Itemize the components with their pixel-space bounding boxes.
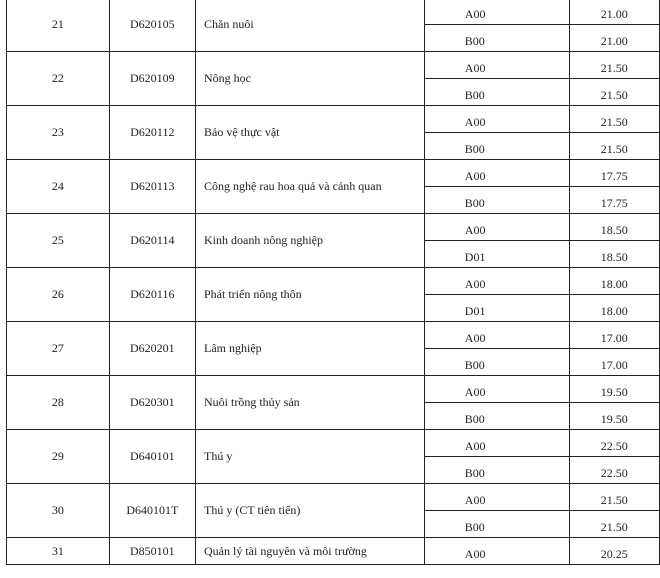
- major-name-cell-text: Nuôi trồng thủy sản: [204, 395, 300, 409]
- subject-group-cell: [424, 133, 569, 160]
- cutoff-score-cell: [569, 376, 659, 403]
- cutoff-score-cell-text: 21.50: [600, 519, 628, 534]
- cutoff-score-cell: [569, 349, 659, 376]
- table-row: [7, 322, 660, 349]
- cutoff-score-cell: [569, 511, 659, 538]
- major-code-cell: [109, 106, 195, 160]
- subject-group-cell-text: A00: [464, 546, 486, 561]
- major-code-cell: [109, 214, 195, 268]
- table-row: [7, 0, 660, 25]
- major-code-cell-text: D620114: [130, 233, 175, 247]
- subject-group-cell: [424, 52, 569, 79]
- subject-group-cell-text: A00: [464, 492, 486, 507]
- row-number-cell-text: 29: [51, 449, 64, 463]
- cutoff-score-cell-text: 19.50: [600, 411, 628, 426]
- major-code-cell: [109, 52, 195, 106]
- major-code-cell-text: D620116: [130, 287, 175, 301]
- table-row: [7, 538, 660, 565]
- subject-group-cell: [424, 376, 569, 403]
- row-number-cell-text: 22: [51, 71, 64, 85]
- major-code-cell-text: D640101: [130, 449, 175, 463]
- major-name-cell-text: Kinh doanh nông nghiệp: [204, 233, 323, 247]
- cutoff-score-cell: [569, 187, 659, 214]
- subject-group-cell-text: A00: [464, 222, 486, 237]
- major-name-cell: [196, 322, 425, 376]
- row-number-cell: [7, 52, 110, 106]
- subject-group-cell: [424, 403, 569, 430]
- subject-group-cell: [424, 214, 569, 241]
- cutoff-score-cell: [569, 106, 659, 133]
- row-number-cell: [7, 214, 110, 268]
- cutoff-score-cell: [569, 160, 659, 187]
- row-number-cell: [7, 430, 110, 484]
- subject-group-cell: [424, 79, 569, 106]
- major-name-cell-text: Thú y (CT tiên tiến): [204, 503, 301, 517]
- subject-group-cell: [424, 295, 569, 322]
- major-name-cell: [196, 538, 425, 565]
- subject-group-cell-text: A00: [464, 168, 486, 183]
- cutoff-score-cell-text: 17.00: [600, 357, 628, 372]
- cutoff-score-cell-text: 17.00: [600, 330, 628, 345]
- cutoff-score-cell-text: 22.50: [600, 438, 628, 453]
- cutoff-score-cell: [569, 295, 659, 322]
- major-code-cell: [109, 430, 195, 484]
- subject-group-cell-text: A00: [464, 330, 486, 345]
- cutoff-score-cell-text: 21.00: [600, 6, 628, 21]
- cutoff-score-cell: [569, 214, 659, 241]
- major-code-cell: [109, 160, 195, 214]
- major-code-cell-text: D640101T: [126, 503, 179, 517]
- subject-group-cell-text: B00: [464, 87, 485, 102]
- table-row: [7, 160, 660, 187]
- subject-group-cell-text: B00: [464, 195, 485, 210]
- cutoff-score-cell: [569, 0, 659, 25]
- cutoff-score-cell-text: 21.00: [600, 33, 628, 48]
- table-row: [7, 484, 660, 511]
- major-name-cell: [196, 160, 425, 214]
- table-row: [7, 430, 660, 457]
- row-number-cell-text: 21: [51, 17, 64, 31]
- subject-group-cell: [424, 106, 569, 133]
- table-row: [7, 52, 660, 79]
- major-name-cell: [196, 430, 425, 484]
- cutoff-score-cell-text: 21.50: [600, 114, 628, 129]
- cutoff-score-cell-text: 21.50: [600, 141, 628, 156]
- row-number-cell-text: 25: [51, 233, 64, 247]
- subject-group-cell: [424, 430, 569, 457]
- subject-group-cell-text: A00: [464, 276, 486, 291]
- cutoff-score-cell: [569, 268, 659, 295]
- major-name-cell: [196, 106, 425, 160]
- cutoff-score-cell-text: 17.75: [600, 195, 628, 210]
- major-name-cell-text: Phát triển nông thôn: [204, 287, 302, 301]
- admission-score-table: [6, 0, 660, 565]
- cutoff-score-cell-text: 22.50: [600, 465, 628, 480]
- cutoff-score-cell: [569, 241, 659, 268]
- subject-group-cell: [424, 457, 569, 484]
- cutoff-score-cell-text: 18.50: [600, 222, 628, 237]
- major-code-cell: [109, 0, 195, 52]
- cutoff-score-cell-text: 18.50: [600, 249, 628, 264]
- major-name-cell-text: Bảo vệ thực vật: [204, 125, 280, 139]
- cutoff-score-cell: [569, 403, 659, 430]
- major-name-cell-text: Chăn nuôi: [204, 17, 254, 31]
- major-code-cell-text: D850101: [130, 543, 175, 558]
- major-code-cell-text: D620301: [130, 395, 175, 409]
- row-number-cell: [7, 0, 110, 52]
- cutoff-score-cell-text: 20.25: [600, 546, 628, 561]
- subject-group-cell: [424, 322, 569, 349]
- row-number-cell-text: 30: [51, 503, 64, 517]
- subject-group-cell-text: A00: [464, 6, 486, 21]
- subject-group-cell-text: A00: [464, 438, 486, 453]
- cutoff-score-cell: [569, 52, 659, 79]
- cutoff-score-cell-text: 21.50: [600, 492, 628, 507]
- subject-group-cell-text: A00: [464, 114, 486, 129]
- cutoff-score-cell: [569, 538, 659, 565]
- cutoff-score-cell: [569, 484, 659, 511]
- major-name-cell-text: Lâm nghiệp: [204, 341, 262, 355]
- subject-group-cell-text: B00: [464, 141, 485, 156]
- cutoff-score-cell-text: 19.50: [600, 384, 628, 399]
- row-number-cell-text: 23: [51, 125, 64, 139]
- major-name-cell-text: Công nghệ rau hoa quả và cảnh quan: [204, 179, 382, 193]
- table-row: [7, 214, 660, 241]
- major-name-cell-text: Thú y: [204, 449, 233, 463]
- subject-group-cell: [424, 241, 569, 268]
- subject-group-cell: [424, 0, 569, 25]
- table-row: [7, 268, 660, 295]
- subject-group-cell: [424, 511, 569, 538]
- subject-group-cell: [424, 538, 569, 565]
- cutoff-score-cell-text: 17.75: [600, 168, 628, 183]
- subject-group-cell: [424, 25, 569, 52]
- row-number-cell: [7, 322, 110, 376]
- major-name-cell-text: Nông học: [204, 71, 251, 85]
- subject-group-cell: [424, 268, 569, 295]
- major-name-cell: [196, 0, 425, 52]
- row-number-cell-text: 27: [51, 341, 64, 355]
- subject-group-cell-text: B00: [464, 411, 485, 426]
- row-number-cell-text: 26: [51, 287, 64, 301]
- major-name-cell: [196, 52, 425, 106]
- subject-group-cell-text: D01: [464, 249, 486, 264]
- table-body: [7, 0, 660, 565]
- cutoff-score-cell: [569, 25, 659, 52]
- major-code-cell-text: D620112: [130, 125, 175, 139]
- row-number-cell-text: 31: [51, 543, 64, 558]
- row-number-cell: [7, 106, 110, 160]
- subject-group-cell-text: A00: [464, 60, 486, 75]
- cutoff-score-cell: [569, 430, 659, 457]
- row-number-cell: [7, 268, 110, 322]
- major-name-cell: [196, 376, 425, 430]
- subject-group-cell-text: B00: [464, 519, 485, 534]
- subject-group-cell-text: A00: [464, 384, 486, 399]
- subject-group-cell-text: D01: [464, 303, 486, 318]
- major-code-cell-text: D620105: [130, 17, 175, 31]
- major-name-cell: [196, 214, 425, 268]
- cutoff-score-cell: [569, 322, 659, 349]
- subject-group-cell: [424, 160, 569, 187]
- row-number-cell-text: 28: [51, 395, 64, 409]
- major-code-cell-text: D620113: [130, 179, 175, 193]
- row-number-cell: [7, 160, 110, 214]
- cutoff-score-cell-text: 21.50: [600, 87, 628, 102]
- cutoff-score-cell: [569, 457, 659, 484]
- major-code-cell: [109, 268, 195, 322]
- cutoff-score-cell-text: 18.00: [600, 276, 628, 291]
- subject-group-cell-text: B00: [464, 357, 485, 372]
- subject-group-cell: [424, 349, 569, 376]
- subject-group-cell: [424, 187, 569, 214]
- cutoff-score-cell-text: 21.50: [600, 60, 628, 75]
- cutoff-score-cell-text: 18.00: [600, 303, 628, 318]
- row-number-cell: [7, 538, 110, 565]
- major-code-cell: [109, 538, 195, 565]
- cutoff-score-cell: [569, 133, 659, 160]
- cutoff-score-cell: [569, 79, 659, 106]
- subject-group-cell-text: B00: [464, 33, 485, 48]
- subject-group-cell-text: B00: [464, 465, 485, 480]
- major-code-cell-text: D620109: [130, 71, 175, 85]
- major-name-cell: [196, 484, 425, 538]
- row-number-cell-text: 24: [51, 179, 64, 193]
- row-number-cell: [7, 484, 110, 538]
- table-row: [7, 106, 660, 133]
- major-code-cell: [109, 484, 195, 538]
- major-name-cell-text: Quản lý tài nguyên và môi trường: [204, 543, 367, 558]
- subject-group-cell: [424, 484, 569, 511]
- row-number-cell: [7, 376, 110, 430]
- major-code-cell-text: D620201: [130, 341, 175, 355]
- major-code-cell: [109, 322, 195, 376]
- major-name-cell: [196, 268, 425, 322]
- table-row: [7, 376, 660, 403]
- major-code-cell: [109, 376, 195, 430]
